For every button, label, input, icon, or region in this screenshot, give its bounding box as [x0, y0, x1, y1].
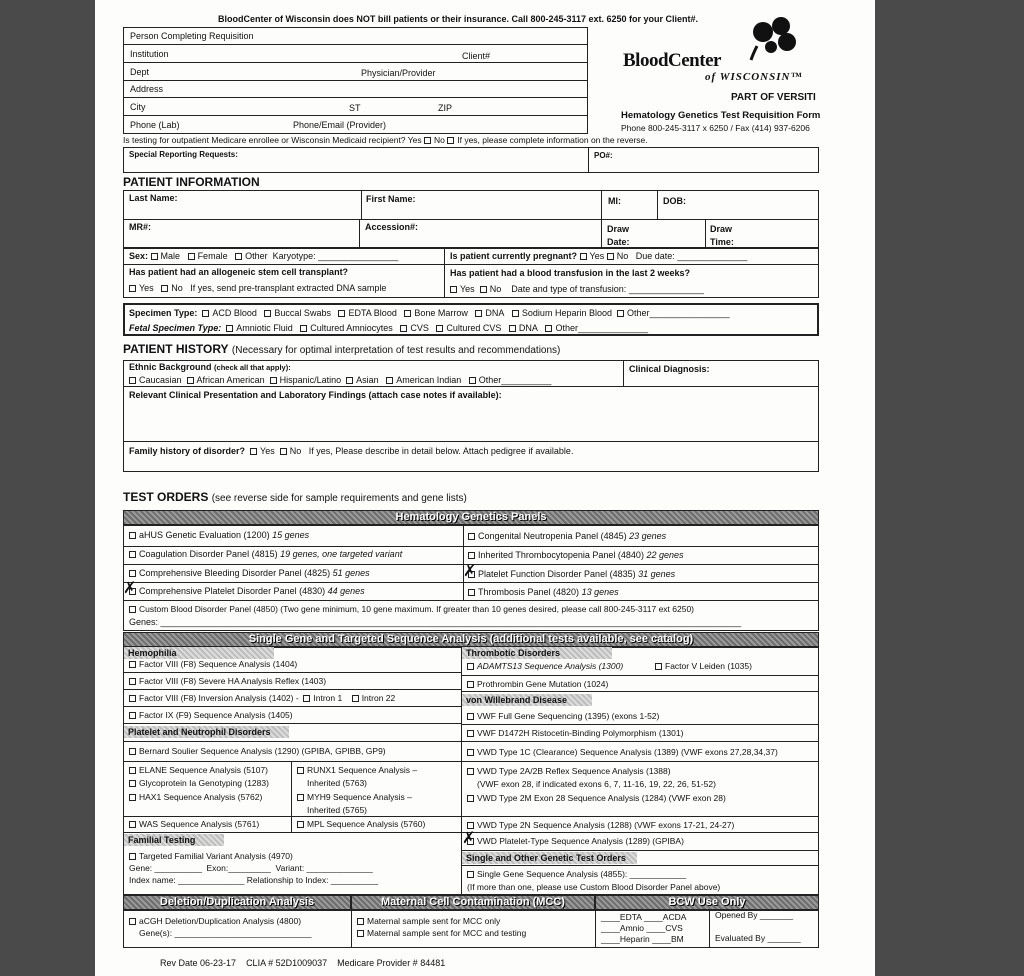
fetal-amniotic-checkbox[interactable] — [226, 325, 233, 332]
single-other-header: Single and Other Genetic Test Orders — [462, 852, 637, 864]
bcw-edta[interactable]: ____EDTA ____ACDA — [601, 912, 687, 922]
stem-cell-yes-checkbox[interactable] — [129, 285, 136, 292]
familial-index-row[interactable]: Index name: ______________ Relationship to Index: __________ — [129, 875, 379, 885]
medicare-no-checkbox[interactable] — [447, 137, 454, 144]
vwf-d1472h-checkbox[interactable] — [467, 730, 474, 737]
vwd-platelet-type[interactable]: VWD Platelet-Type Sequence Analysis (1289) (GPIBA) — [467, 836, 684, 847]
prothrombin-checkbox[interactable] — [467, 681, 474, 688]
blood-drop-logo-icon — [735, 14, 805, 62]
myh9-checkbox[interactable] — [297, 794, 304, 801]
transfusion-yes-checkbox[interactable] — [450, 286, 457, 293]
billing-notice: BloodCenter of Wisconsin does NOT bill patients or their insurance. Call 800-245-3117 ext. 6250 for your Client#. — [218, 14, 699, 24]
vwd-type-2m[interactable]: VWD Type 2M Exon 28 Sequence Analysis (1284) (VWF exon 28) — [467, 793, 726, 804]
vwd-header: von Willebrand Disease — [462, 694, 592, 706]
pregnancy-row: Is patient currently pregnant? Yes No Due date: ______________ — [450, 251, 748, 261]
sex-other-checkbox[interactable] — [235, 253, 242, 260]
panel-comprehensive-platelet[interactable]: Comprehensive Platelet Disorder Panel (4830) 44 genes — [129, 586, 365, 597]
panel-custom-checkbox[interactable] — [129, 606, 136, 613]
mr-field[interactable]: MR#: — [129, 222, 151, 232]
panel-ahus[interactable]: aHUS Genetic Evaluation (1200) 15 genes — [129, 530, 309, 541]
person-completing-field[interactable]: Person Completing Requisition — [130, 31, 254, 41]
specimen-marrow-checkbox[interactable] — [404, 310, 411, 317]
acgh-checkbox[interactable] — [129, 918, 136, 925]
vwf-full-gene[interactable]: VWF Full Gene Sequencing (1395) (exons 1-52) — [467, 711, 659, 722]
bcw-amnio[interactable]: ____Amnio ____CVS — [601, 923, 683, 933]
mpl-sequence[interactable]: MPL Sequence Analysis (5760) — [297, 819, 425, 830]
mcc-band: Maternal Cell Contamination (MCC) — [351, 895, 595, 910]
panel-thrombocytopenia[interactable]: Inherited Thrombocytopenia Panel (4840) 22 genes — [468, 550, 684, 561]
last-name-field[interactable]: Last Name: — [129, 193, 178, 203]
mpl-checkbox[interactable] — [297, 821, 304, 828]
draw-time-line1: Draw — [710, 224, 733, 234]
dept-field[interactable]: Dept — [130, 67, 150, 77]
factor-ix-sequence[interactable]: Factor IX (F9) Sequence Analysis (1405) — [129, 710, 293, 721]
panel-thrombosis-checkbox[interactable] — [468, 589, 475, 596]
vwd-type-2a2b-checkbox[interactable] — [467, 768, 474, 775]
panel-ahus-checkbox[interactable] — [129, 532, 136, 539]
vwf-d1472h[interactable]: VWF D1472H Ristocetin-Binding Polymorphism (1301) — [467, 728, 683, 739]
elane-sequence[interactable]: ELANE Sequence Analysis (5107) — [129, 765, 268, 776]
panel-bleeding[interactable]: Comprehensive Bleeding Disorder Panel (4825) 51 genes — [129, 568, 370, 579]
phone-email-provider-field[interactable]: Phone/Email (Provider) — [293, 120, 387, 130]
factor-viii-severe[interactable]: Factor VIII (F8) Severe HA Analysis Reflex (1403) — [129, 676, 326, 687]
deletion-band: Deletion/Duplication Analysis — [123, 895, 351, 910]
familial-gene-row[interactable]: Gene: __________ Exon:_________ Variant: ______________ — [129, 863, 373, 873]
first-name-field[interactable]: First Name: — [366, 194, 416, 204]
stem-cell-answers: Yes No If yes, send pre-transplant extracted DNA sample — [129, 283, 386, 294]
form-title: Hematology Genetics Test Requisition Form — [621, 110, 821, 121]
panel-coagulation[interactable]: Coagulation Disorder Panel (4815) 19 genes, one targeted variant — [129, 549, 402, 560]
panels-band: Hematology Genetics Panels — [123, 510, 819, 525]
specimen-other-checkbox[interactable] — [617, 310, 624, 317]
ethnic-asian-checkbox[interactable] — [346, 377, 353, 384]
elane-checkbox[interactable] — [129, 767, 136, 774]
intron-1-checkbox[interactable] — [303, 695, 310, 702]
requisition-form-page — [95, 0, 875, 976]
po-field[interactable]: PO#: — [594, 151, 613, 160]
ethnic-african-american-checkbox[interactable] — [187, 377, 194, 384]
panel-coagulation-checkbox[interactable] — [129, 551, 136, 558]
hax1-checkbox[interactable] — [129, 794, 136, 801]
evaluated-by-field[interactable]: Evaluated By _______ — [715, 933, 801, 943]
rev-date: Rev Date 06-23-17 — [160, 958, 237, 968]
glycoprotein-checkbox[interactable] — [129, 780, 136, 787]
vwd-type-2n[interactable]: VWD Type 2N Sequence Analysis (1288) (VWF exons 17-21, 24-27) — [467, 820, 734, 831]
factor-viii-severe-checkbox[interactable] — [129, 678, 136, 685]
hax1-sequence[interactable]: HAX1 Sequence Analysis (5762) — [129, 792, 262, 803]
vwd-type-2a2b[interactable]: VWD Type 2A/2B Reflex Sequence Analysis (1388) — [467, 766, 671, 777]
bernard-soulier-checkbox[interactable] — [129, 748, 136, 755]
draw-date-line1: Draw — [607, 224, 630, 234]
test-orders-heading: TEST ORDERS (see reverse side for sample requirements and gene lists) — [123, 490, 467, 504]
panel-custom[interactable]: Custom Blood Disorder Panel (4850) (Two gene minimum, 10 gene maximum. If greater than 10 genes desired, please call 800-245-3117 ext 6250) — [129, 604, 694, 615]
checkmark-platelet-function-icon: ✗ — [463, 563, 477, 580]
panel-thrombosis[interactable]: Thrombosis Panel (4820) 13 genes — [468, 587, 619, 598]
glycoprotein-genotyping[interactable]: Glycoprotein Ia Genotyping (1283) — [129, 778, 269, 789]
sex-male-checkbox[interactable] — [151, 253, 158, 260]
ethnic-options-row: Caucasian African American Hispanic/Latino Asian American Indian Other__________ — [129, 375, 551, 386]
panel-thrombocytopenia-checkbox[interactable] — [468, 552, 475, 559]
single-gene-checkbox[interactable] — [467, 871, 474, 878]
vwd-type-2n-checkbox[interactable] — [467, 822, 474, 829]
draw-time-field[interactable]: Time: — [710, 237, 734, 247]
factor-viii-inversion[interactable]: Factor VIII (F8) Inversion Analysis (1402) - Intron 1 Intron 22 — [129, 693, 395, 704]
sex-row: Sex: Male Female Other Karyotype: ________________ — [129, 251, 399, 261]
panel-neutropenia-checkbox[interactable] — [468, 533, 475, 540]
client-number-field[interactable]: Client# — [462, 51, 491, 61]
vwd-type-1c-checkbox[interactable] — [467, 749, 474, 756]
vwd-type-2m-checkbox[interactable] — [467, 795, 474, 802]
fetal-cultured-cvs-checkbox[interactable] — [436, 325, 443, 332]
opened-by-field[interactable]: Opened By _______ — [715, 910, 793, 920]
pregnant-no-checkbox[interactable] — [607, 253, 614, 260]
clia-number: CLIA # 52D1009037 — [246, 958, 328, 968]
city-field[interactable]: City — [130, 102, 146, 112]
stem-cell-no-checkbox[interactable] — [161, 285, 168, 292]
patient-information-heading: PATIENT INFORMATION — [123, 175, 260, 189]
special-reporting-field[interactable]: Special Reporting Requests: — [129, 150, 238, 159]
factor-v-leiden-checkbox[interactable] — [655, 663, 662, 670]
physician-field[interactable]: Physician/Provider — [361, 68, 436, 78]
panel-platelet-function[interactable]: Platelet Function Disorder Panel (4835) 31 genes — [468, 569, 675, 580]
factor-viii-inversion-checkbox[interactable] — [129, 695, 136, 702]
transfusion-answers: Yes No Date and type of transfusion: _______________ — [450, 284, 704, 295]
custom-genes-field[interactable]: Genes: ____________________________________________________________________________________________________________________ — [129, 617, 742, 627]
fetal-dna-checkbox[interactable] — [509, 325, 516, 332]
fetal-other-checkbox[interactable] — [545, 325, 552, 332]
logo-bloodcenter: BloodCenter — [623, 50, 721, 71]
sex-female-checkbox[interactable] — [188, 253, 195, 260]
factor-viii-sequence[interactable]: Factor VIII (F8) Sequence Analysis (1404) — [129, 659, 297, 670]
fetal-amniocytes-checkbox[interactable] — [300, 325, 307, 332]
runx1-inherited: Inherited (5763) — [307, 778, 368, 788]
address-field[interactable]: Address — [130, 84, 164, 94]
fetal-specimen-row: Fetal Specimen Type: Amniotic Fluid Cultured Amniocytes CVS Cultured CVS DNA Other______________ — [129, 323, 649, 333]
mcc-only-checkbox[interactable] — [357, 918, 364, 925]
mcc-and-testing-checkbox[interactable] — [357, 930, 364, 937]
was-checkbox[interactable] — [129, 821, 136, 828]
medicare-provider: Medicare Provider # 84481 — [337, 958, 446, 968]
ethnic-background-label: Ethnic Background (check all that apply): — [129, 362, 291, 372]
thrombotic-header: Thrombotic Disorders — [462, 647, 612, 659]
prothrombin-mutation[interactable]: Prothrombin Gene Mutation (1024) — [467, 679, 608, 690]
logo-of-wisconsin: of WISCONSIN™ — [705, 71, 803, 83]
mi-field[interactable]: MI: — [608, 196, 621, 206]
phone-lab-field[interactable]: Phone (Lab) — [130, 120, 180, 130]
patient-history-heading: PATIENT HISTORY (Necessary for optimal interpretation of test results and recommendations) — [123, 342, 561, 356]
state-field[interactable]: ST — [349, 103, 361, 113]
vwd-type-2a2b-note: (VWF exon 28, if indicated exons 6, 7, 11-16, 19, 22, 26, 51-52) — [477, 779, 716, 789]
accession-field[interactable]: Accession#: — [365, 222, 419, 232]
familial-testing-header: Familial Testing — [124, 834, 224, 846]
specimen-heparin-checkbox[interactable] — [512, 310, 519, 317]
familial-variant[interactable]: Targeted Familial Variant Analysis (4970) — [129, 851, 293, 862]
zip-field[interactable]: ZIP — [438, 103, 453, 113]
draw-date-field[interactable]: Date: — [607, 237, 630, 247]
hemophilia-header: Hemophilia — [124, 647, 274, 659]
specimen-edta-checkbox[interactable] — [338, 310, 345, 317]
single-gene-note: (If more than one, please use Custom Blood Disorder Panel above) — [467, 882, 721, 892]
was-sequence[interactable]: WAS Sequence Analysis (5761) — [129, 819, 259, 830]
familial-variant-checkbox[interactable] — [129, 853, 136, 860]
mcc-only[interactable]: Maternal sample sent for MCC only — [357, 916, 500, 927]
adamts13-checkbox[interactable] — [467, 663, 474, 670]
runx1-checkbox[interactable] — [297, 767, 304, 774]
ethnic-american-indian-checkbox[interactable] — [386, 377, 393, 384]
medicare-question: Is testing for outpatient Medicare enrollee or Wisconsin Medicaid recipient? Yes No If yes, please complete information on the reverse. — [123, 135, 648, 145]
checkmark-platelet-panel-icon: ✗ — [123, 580, 137, 597]
factor-v-leiden[interactable]: Factor V Leiden (1035) — [655, 661, 752, 672]
runx1-sequence[interactable]: RUNX1 Sequence Analysis – — [297, 765, 417, 776]
logo-versiti: PART OF VERSITI — [731, 92, 816, 103]
stem-cell-question: Has patient had an allogeneic stem cell transplant? — [129, 267, 349, 277]
factor-viii-sequence-checkbox[interactable] — [129, 661, 136, 668]
institution-field[interactable]: Institution — [130, 49, 169, 59]
specimen-acd-checkbox[interactable] — [202, 310, 209, 317]
acgh-genes-field[interactable]: Gene(s): _____________________________ — [139, 928, 312, 938]
vwf-full-gene-checkbox[interactable] — [467, 713, 474, 720]
specimen-type-row: Specimen Type: ACD Blood Buccal Swabs EDTA Blood Bone Marrow DNA Sodium Heparin Blood Other________________ — [129, 308, 730, 318]
adamts13-sequence[interactable]: ADAMTS13 Sequence Analysis (1300) — [467, 661, 623, 672]
dob-field[interactable]: DOB: — [663, 196, 686, 206]
transfusion-no-checkbox[interactable] — [480, 286, 487, 293]
form-phone: Phone 800-245-3117 x 6250 / Fax (414) 937-6206 — [621, 123, 810, 133]
ethnic-caucasian-checkbox[interactable] — [129, 377, 136, 384]
single-gene-band: Single Gene and Targeted Sequence Analysis (additional tests available, see catalog) — [123, 632, 819, 647]
relevant-findings-field[interactable]: Relevant Clinical Presentation and Laboratory Findings (attach case notes if available): — [129, 390, 502, 400]
myh9-inherited: Inherited (5765) — [307, 805, 368, 815]
mcc-and-testing[interactable]: Maternal sample sent for MCC and testing — [357, 928, 526, 939]
specimen-dna-checkbox[interactable] — [475, 310, 482, 317]
panel-neutropenia[interactable]: Congenital Neutropenia Panel (4845) 23 genes — [468, 531, 666, 542]
vwd-type-1c[interactable]: VWD Type 1C (Clearance) Sequence Analysis (1389) (VWF exons 27,28,34,37) — [467, 747, 778, 758]
ethnic-hispanic-checkbox[interactable] — [270, 377, 277, 384]
family-history-row: Family history of disorder? Yes No If yes, Please describe in detail below. Attach pedigree if available. — [129, 446, 574, 456]
bcw-band: BCW Use Only — [595, 895, 819, 910]
transfusion-question: Has patient had a blood transfusion in the last 2 weeks? — [450, 268, 691, 278]
specimen-buccal-checkbox[interactable] — [264, 310, 271, 317]
intron-22-checkbox[interactable] — [352, 695, 359, 702]
footer-line — [160, 958, 445, 969]
bernard-soulier[interactable]: Bernard Soulier Sequence Analysis (1290) (GPIBA, GPIBB, GP9) — [129, 746, 386, 757]
fetal-cvs-checkbox[interactable] — [400, 325, 407, 332]
factor-ix-sequence-checkbox[interactable] — [129, 712, 136, 719]
myh9-sequence[interactable]: MYH9 Sequence Analysis – — [297, 792, 412, 803]
medicare-yes-checkbox[interactable] — [424, 137, 431, 144]
family-history-yes-checkbox[interactable] — [250, 448, 257, 455]
family-history-no-checkbox[interactable] — [280, 448, 287, 455]
clinical-diagnosis-field[interactable]: Clinical Diagnosis: — [629, 364, 710, 374]
bcw-heparin[interactable]: ____Heparin ____BM — [601, 934, 684, 944]
single-gene-sequence[interactable]: Single Gene Sequence Analysis (4855): ____________ — [467, 869, 686, 880]
pregnant-yes-checkbox[interactable] — [580, 253, 587, 260]
platelet-neutrophil-header: Platelet and Neutrophil Disorders — [124, 726, 289, 738]
ethnic-other-checkbox[interactable] — [469, 377, 476, 384]
panel-bleeding-checkbox[interactable] — [129, 570, 136, 577]
acgh-deletion[interactable]: aCGH Deletion/Duplication Analysis (4800) — [129, 916, 301, 927]
checkmark-vwd-platelet-icon: ✗ — [462, 830, 476, 847]
